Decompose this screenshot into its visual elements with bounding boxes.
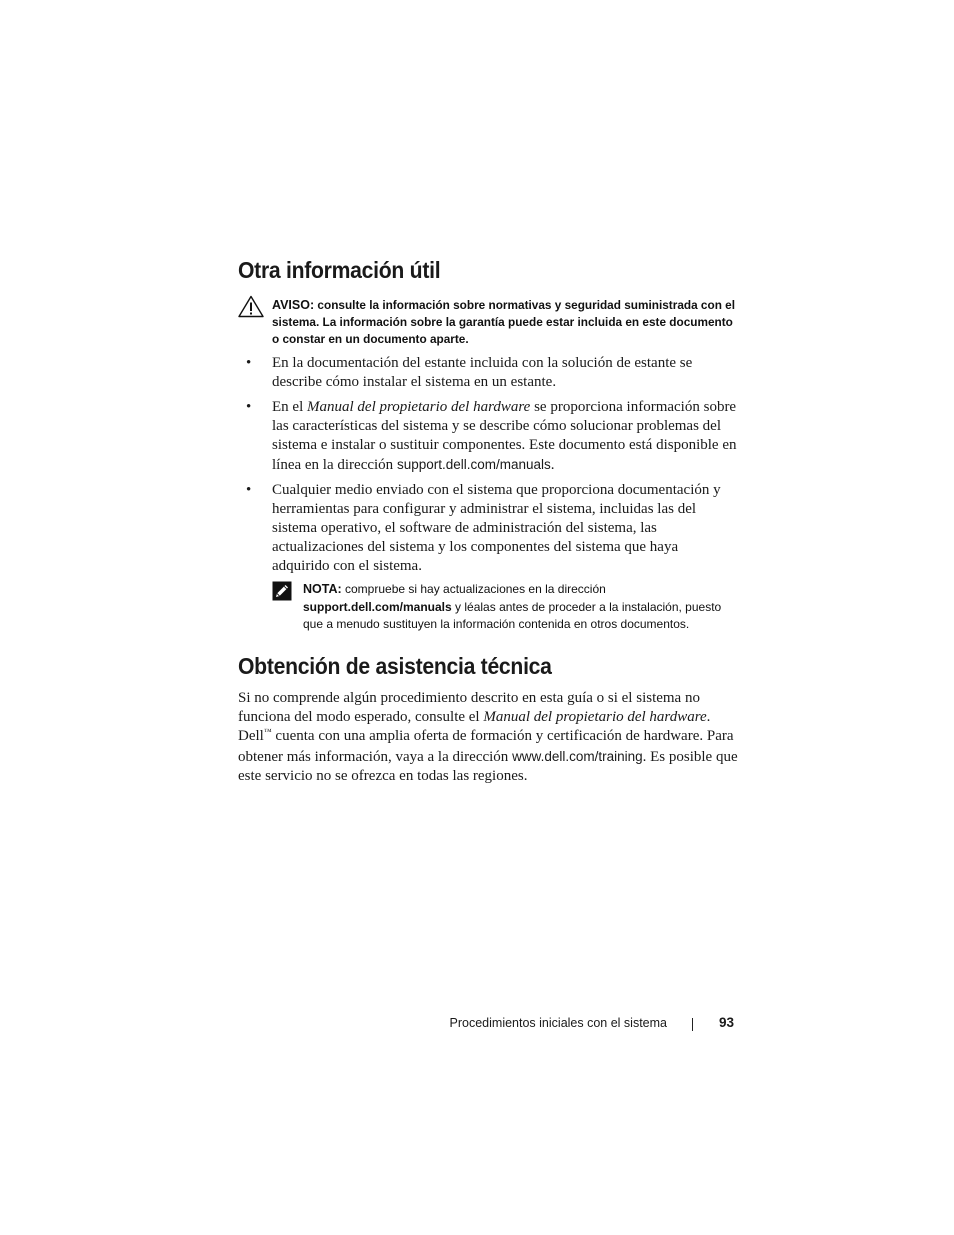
paragraph-text: . Es posible que este servicio no se ofrezca en todas las regiones. — [238, 748, 738, 784]
note-text: y léalas antes de proceder a la instalación, puesto que a menudo sustituyen la información contenida en otros documentos. — [303, 599, 722, 631]
bullet-icon: • — [246, 482, 252, 498]
bullet-icon: • — [246, 399, 252, 415]
footer-divider — [692, 1018, 693, 1031]
list-item-text: . — [550, 457, 555, 473]
training-url-link[interactable]: www.dell.com/training — [512, 748, 643, 764]
warning-notice — [272, 297, 742, 348]
support-paragraph — [238, 689, 738, 786]
section-heading-otra-informacion: Otra información útil — [238, 257, 441, 283]
list-item — [238, 354, 738, 392]
note-pencil-icon — [272, 581, 292, 601]
information-list — [238, 354, 738, 582]
list-item-text: En la documentación del estante incluida con la solución de estante se describe cómo instalar el sistema en un estante. — [272, 355, 693, 390]
note-support-url-link[interactable]: support.dell.com/manuals — [303, 599, 452, 614]
trademark-symbol: ™ — [263, 727, 272, 737]
support-url-link[interactable]: support.dell.com/manuals — [396, 457, 551, 472]
warning-label: AVISO: — [272, 298, 315, 312]
warning-text: consulte la información sobre normativas y seguridad suministrada con el sistema. La información sobre la garantía puede estar incluida en este documento o constar en un documento aparte. — [272, 298, 736, 346]
section-heading-asistencia-tecnica: Obtención de asistencia técnica — [238, 653, 552, 679]
note-text: compruebe si hay actualizaciones en la dirección — [345, 582, 606, 596]
manual-title: Manual del propietario del hardware — [307, 399, 531, 415]
list-item-text: Cualquier medio enviado con el sistema que proporciona documentación y herramientas para configurar y administrar el sistema, incluidas las del sistema operativo, el software de administración del sistema, las actualizaciones del sistema y los componentes del sistema que haya adquirido con el sistema. — [272, 482, 721, 574]
warning-triangle-icon — [238, 295, 264, 318]
paragraph-text: Si no comprende algún procedimiento descrito en esta guía o si el sistema no funciona del modo esperado, consulte el — [238, 690, 700, 726]
note-label: NOTA: — [303, 582, 342, 596]
page-number: 93 — [718, 1015, 734, 1030]
footer-chapter-title: Procedimientos iniciales con el sistema — [449, 1016, 667, 1030]
list-item-text: se proporciona información sobre las características del sistema y se describe cómo solucionar problemas del sistema e instalar o sustituir componentes. Este documento está disponible en línea en la dirección — [272, 399, 737, 473]
list-item-text: En el — [272, 399, 307, 415]
list-item — [238, 398, 738, 475]
note-notice — [303, 581, 743, 634]
paragraph-text: cuenta con una amplia oferta de formación y certificación de hardware. Para obtener más información, vaya a la dirección — [238, 728, 734, 765]
paragraph-text: . Dell — [238, 709, 711, 745]
manual-title: Manual del propietario del hardware — [483, 709, 707, 726]
bullet-icon: • — [246, 355, 252, 371]
list-item — [238, 481, 738, 576]
page-footer — [0, 1015, 954, 1035]
